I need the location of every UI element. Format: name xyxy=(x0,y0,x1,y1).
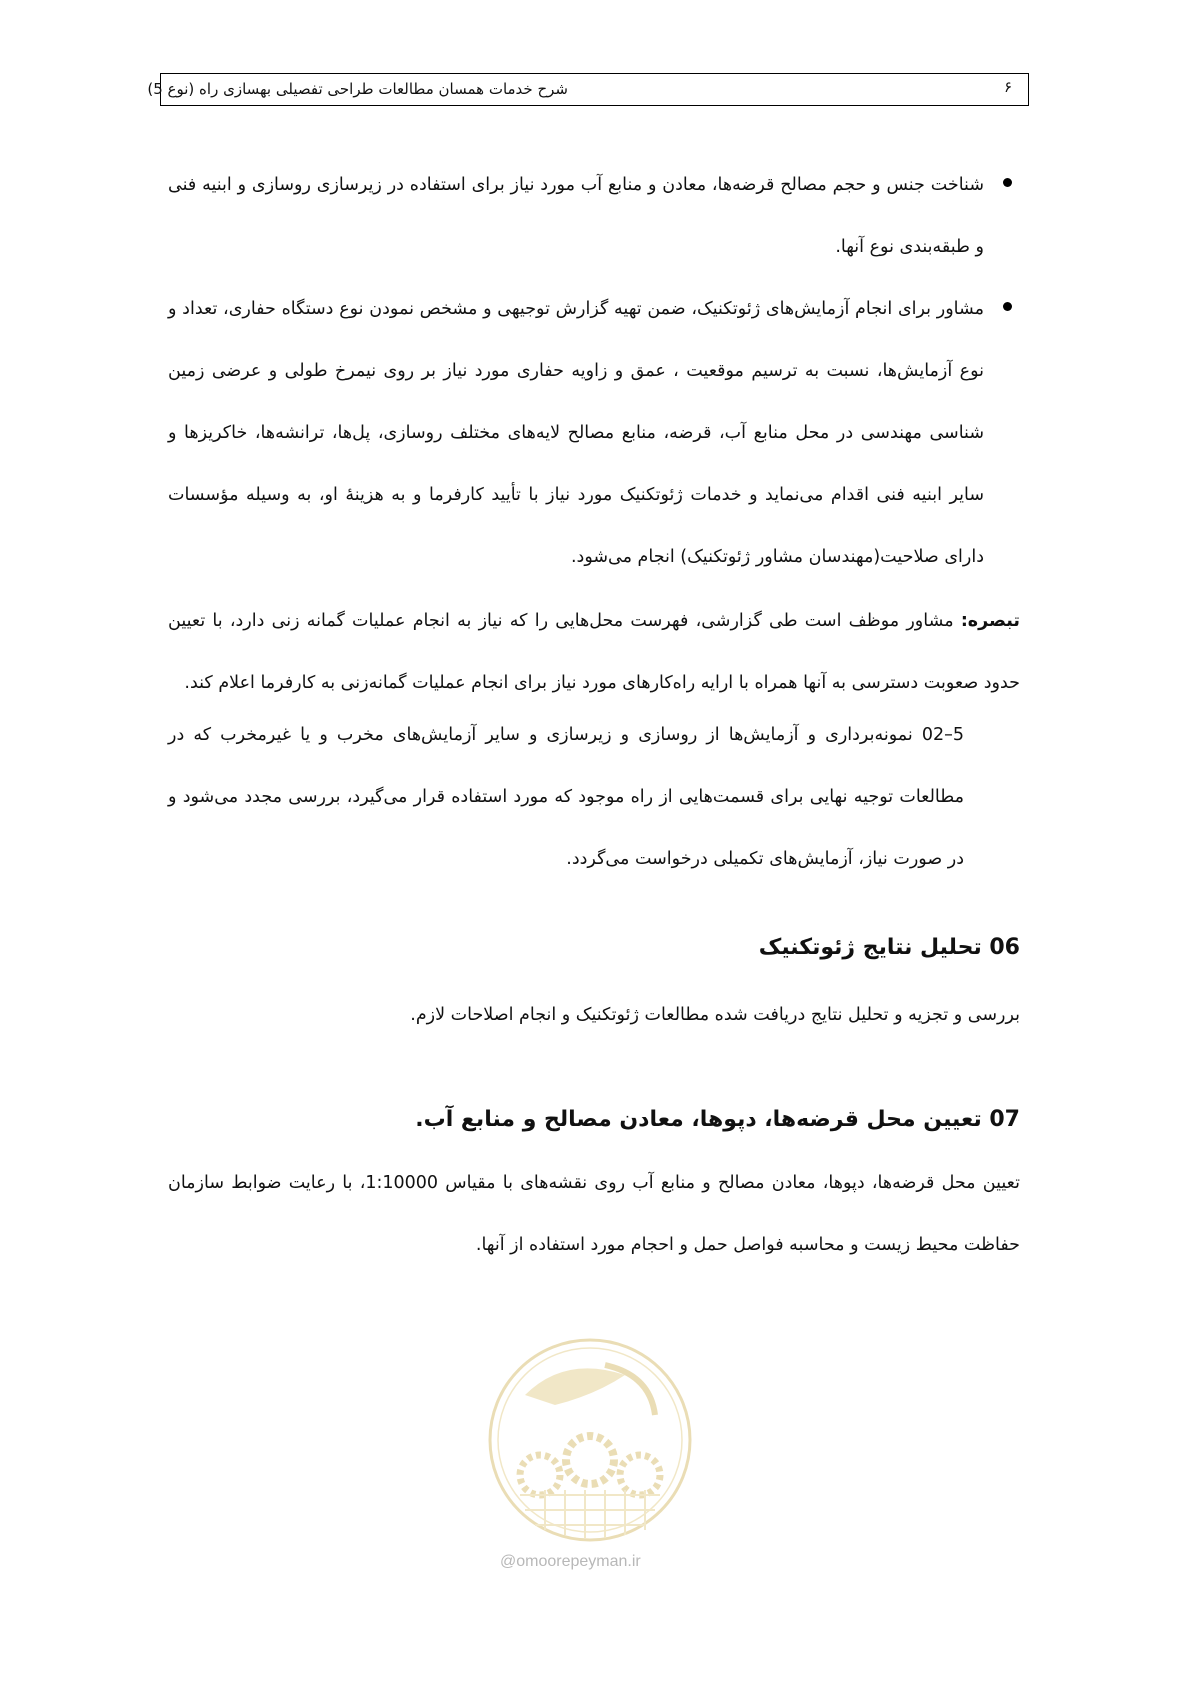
bullet-dot-icon xyxy=(1003,178,1012,187)
item-5-02 xyxy=(168,704,964,890)
section-07 xyxy=(168,1107,1020,1132)
bullet-dot-icon xyxy=(1003,302,1012,311)
page-number: ۶ xyxy=(1003,78,1012,96)
bullet-item-1 xyxy=(168,154,1020,278)
section-06-body xyxy=(168,984,1020,1046)
watermark-site: @omoorepeyman.ir xyxy=(500,1553,641,1570)
section-06-heading: 06 تحلیل نتایج ژئوتکنیک xyxy=(758,935,1020,960)
bullet-text-1: شناخت جنس و حجم مصالح قرضه‌ها، معادن و منابع آب مورد نیاز برای استفاده در زیرسازی روسازی و ابنیه فنی و طبقه‌بندی نوع آنها. xyxy=(168,175,984,257)
section-06-text: بررسی و تجزیه و تحلیل نتایج دریافت شده مطالعات ژئوتکنیک و انجام اصلاحات لازم. xyxy=(410,1005,1020,1025)
bullet-text-2: مشاور برای انجام آزمایش‌های ژئوتکنیک، ضمن تهیه گزارش توجیهی و مشخص نمودن نوع دستگاه حفاری، تعداد و نوع آزمایش‌ها، نسبت به ترسیم موقعیت ، عمق و زاویه حفاری مورد نیاز بر روی نیمرخ طولی و عرضی زمین شناسی مهندسی در محل منابع آب، قرضه، منابع مصالح لایه‌های مختلف روسازی، پل‌ها، ترانشه‌ها، خاکریزها و سایر ابنیه فنی اقدام می‌نماید و خدمات ژئوتکنیک مورد نیاز با تأیید کارفرما و به هزینهٔ او، به وسیله مؤسسات دارای صلاحیت(مهندسان مشاور ژئوتکنیک) انجام می‌شود. xyxy=(168,299,984,567)
note-text: مشاور موظف است طی گزارشی، فهرست محل‌هایی را که نیاز به انجام عملیات گمانه زنی دارد، با تعیین حدود صعوبت دسترسی به آنها همراه با ارایه راه‌کارهای مورد نیاز برای انجام عملیات گمانه‌زنی به کارفرما اعلام کند. xyxy=(168,611,1020,693)
watermark-logo-icon xyxy=(485,1335,695,1545)
item-5-02-text: 5–02 نمونه‌برداری و آزمایش‌ها از روسازی و زیرسازی و سایر آزمایش‌های مخرب و یا غیرمخرب که در مطالعات توجیه نهایی برای قسمت‌هایی از راه موجود که مورد استفاده قرار می‌گیرد، بررسی مجدد می‌شود و در صورت نیاز، آزمایش‌های تکمیلی درخواست می‌گردد. xyxy=(168,725,964,869)
header-title: شرح خدمات همسان مطالعات طراحی تفصیلی بهسازی راه (نوع 5) xyxy=(147,80,568,98)
bullet-list xyxy=(168,154,1020,588)
bullet-item-2 xyxy=(168,278,1020,588)
section-07-body xyxy=(168,1152,1020,1276)
section-06 xyxy=(168,935,1020,960)
note-paragraph xyxy=(168,590,1020,714)
section-07-text: تعیین محل قرضه‌ها، دپوها، معادن مصالح و منابع آب روی نقشه‌های با مقیاس 1:10000، با رعایت ضوابط سازمان حفاظت محیط زیست و محاسبه فواصل حمل و احجام مورد استفاده از آنها. xyxy=(168,1173,1020,1255)
section-07-heading: 07 تعیین محل قرضه‌ها، دپوها، معادن مصالح و منابع آب. xyxy=(415,1107,1020,1132)
page-header xyxy=(147,73,1029,106)
note-label: تبصره: xyxy=(960,611,1020,631)
